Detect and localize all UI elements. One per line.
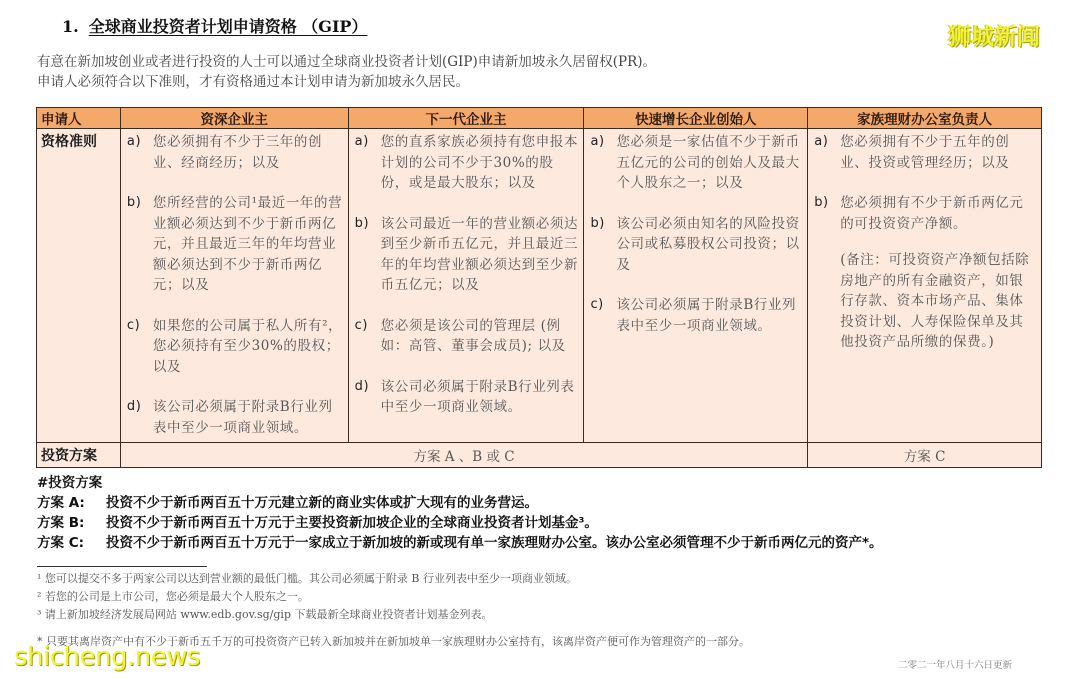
header-family-office-principal: 家族理财办公室负责人 (808, 108, 1042, 129)
item-text: 该公司最近一年的营业额必须达到至少新币五亿元，并且最近三年的年均营业额必须达到至少新币五亿元；以及 (380, 215, 579, 293)
item-marker: c) (126, 317, 141, 333)
criteria-row (37, 129, 1042, 443)
item-marker: b) (814, 195, 829, 210)
plan-key: 方案 B: (37, 515, 85, 531)
item-marker: b) (126, 195, 142, 210)
item-text: 该公司必须属于附录B行业列表中至少一项商业领域。 (616, 297, 797, 334)
intro-line-2: 申请人必须符合以下准则，才有资格通过本计划申请为新加坡永久居民。 (37, 74, 469, 90)
plan-row (37, 443, 1042, 468)
section-title (62, 14, 367, 37)
item-text: 您必须是一家估值不少于新币五亿元的公司的创始人及最大个人股东之一；以及 (616, 134, 800, 191)
item-marker: c) (590, 297, 604, 312)
item-text: 您必须是该公司的管理层 (例如：高管、董事会成员); 以及 (380, 317, 566, 354)
item-marker: a) (126, 134, 142, 149)
criteria-col-3 (584, 129, 808, 443)
list-item (812, 193, 1037, 234)
section-title-text: 全球商业投资者计划申请资格 （GIP） (88, 17, 368, 36)
item-text: 该公司必须属于附录B行业列表中至少一项商业领域。 (380, 378, 575, 415)
plan-key: 方案 C: (37, 535, 85, 551)
criteria-col-4 (808, 129, 1042, 443)
header-established-owner: 资深企业主 (120, 108, 348, 129)
plan-abc-value: 方案 A 、B 或 C (120, 443, 807, 468)
criteria-label: 资格准则 (37, 129, 121, 443)
list-item (353, 214, 580, 296)
intro-paragraph (37, 52, 656, 92)
item-text: 您所经营的公司¹最近一年的营业额必须达到不少于新币两亿元，并且最近三年的年均营业额必须达到不少于新币两亿元；以及 (152, 195, 343, 293)
item-text: 您必须拥有不少于三年的创业、经商经历；以及 (152, 134, 323, 171)
intro-line-1: 有意在新加坡创业或者进行投资的人士可以通过全球商业投资者计划(GIP)申请新加坡永久居留权(PR)。 (37, 54, 657, 70)
item-text: 如果您的公司属于私人所有²，您必须持有至少30%的股权；以及 (152, 317, 343, 375)
plan-text: 投资不少于新币两百五十万元于一家成立于新加坡的新或现有单一家族理财办公室。该办公室必须管理不少于新币两亿元的资产*。 (106, 535, 883, 551)
item-marker: d) (354, 378, 370, 394)
header-next-gen-owner: 下一代企业主 (348, 108, 584, 129)
list-item (588, 295, 803, 336)
plan-c-value: 方案 C (808, 443, 1042, 468)
list-item (812, 132, 1037, 173)
plan-key: 方案 A: (37, 495, 85, 511)
item-marker: d) (126, 399, 142, 414)
item-text: 该公司必须由知名的风险投资公司或私募股权公司投资；以及 (616, 215, 800, 273)
header-fast-growth-founder: 快速增长企业创始人 (584, 108, 808, 129)
footnote-3: ³ 请上新加坡经济发展局网站 www.edb.gov.sg/gip 下载最新全球商业投资者计划基金列表。 (37, 608, 493, 621)
plan-text: 投资不少于新币两百五十万元建立新的商业实体或扩大现有的业务营运。 (106, 495, 538, 511)
footnote-star: * 只要其离岸资产中有不少于新币五千万的可投资资产已转入新加坡并在新加坡单一家族理财办公室持有，该离岸资产便可作为管理资产的一部分。 (37, 635, 750, 648)
item-marker: b) (354, 215, 370, 231)
plan-item-a (37, 493, 883, 513)
list-item (353, 377, 580, 418)
header-applicant: 申请人 (37, 108, 121, 129)
item-marker: b) (590, 215, 605, 231)
list-item (125, 193, 344, 296)
footnote-divider (37, 566, 207, 567)
investment-plans (37, 473, 883, 553)
criteria-col-2 (348, 129, 584, 443)
item-marker: c) (354, 317, 369, 333)
watermark: shicheng.news (14, 642, 201, 672)
eligibility-table (36, 107, 1042, 468)
list-item (125, 316, 344, 378)
item-marker: a) (814, 134, 829, 149)
item-marker: a) (354, 134, 369, 149)
item-text: 您必须拥有不少于五年的创业、投资或管理经历；以及 (840, 134, 1010, 171)
plan-label: 投资方案 (37, 443, 121, 468)
list-item (588, 214, 803, 276)
section-number: 1. (62, 17, 79, 36)
footnote-2: ² 若您的公司是上市公司，您必须是最大个人股东之一。 (37, 590, 309, 603)
footnotes (37, 570, 577, 624)
list-item (353, 132, 580, 194)
list-item (353, 316, 580, 357)
plans-heading: #投资方案 (37, 475, 103, 491)
footnote-1: ¹ 您可以提交不多于两家公司以达到营业额的最低门槛。其公司必须属于附录 B 行业列表中至少一项商业领域。 (37, 572, 577, 585)
table-header-row (37, 108, 1042, 129)
item-text: 该公司必须属于附录B行业列表中至少一项商业领域。 (152, 399, 333, 436)
item-marker: a) (590, 134, 605, 149)
list-item (125, 397, 344, 438)
item-text: 您必须拥有不少于新币两亿元的可投资资产净额。 (840, 195, 1024, 232)
plan-item-b (37, 513, 883, 533)
plan-item-c (37, 533, 883, 553)
list-item (588, 132, 803, 194)
plan-text: 投资不少于新币两百五十万元于主要投资新加坡企业的全球商业投资者计划基金³。 (106, 515, 598, 531)
criteria-col-1 (120, 129, 348, 443)
asset-note: (备注：可投资资产净额包括除房地产的所有金融资产，如银行存款、资本市场产品、集体投资计划、人寿保险保单及其他投资产品所缴的保费。) (840, 252, 1030, 350)
logo-watermark: 狮城新闻 (948, 24, 1040, 50)
list-item (125, 132, 344, 173)
update-date: 二零二一年八月十六日更新 (898, 660, 1013, 671)
item-text: 您的直系家族必须持有您申报本计划的公司不少于30%的股份，或是最大股东；以及 (380, 134, 579, 191)
